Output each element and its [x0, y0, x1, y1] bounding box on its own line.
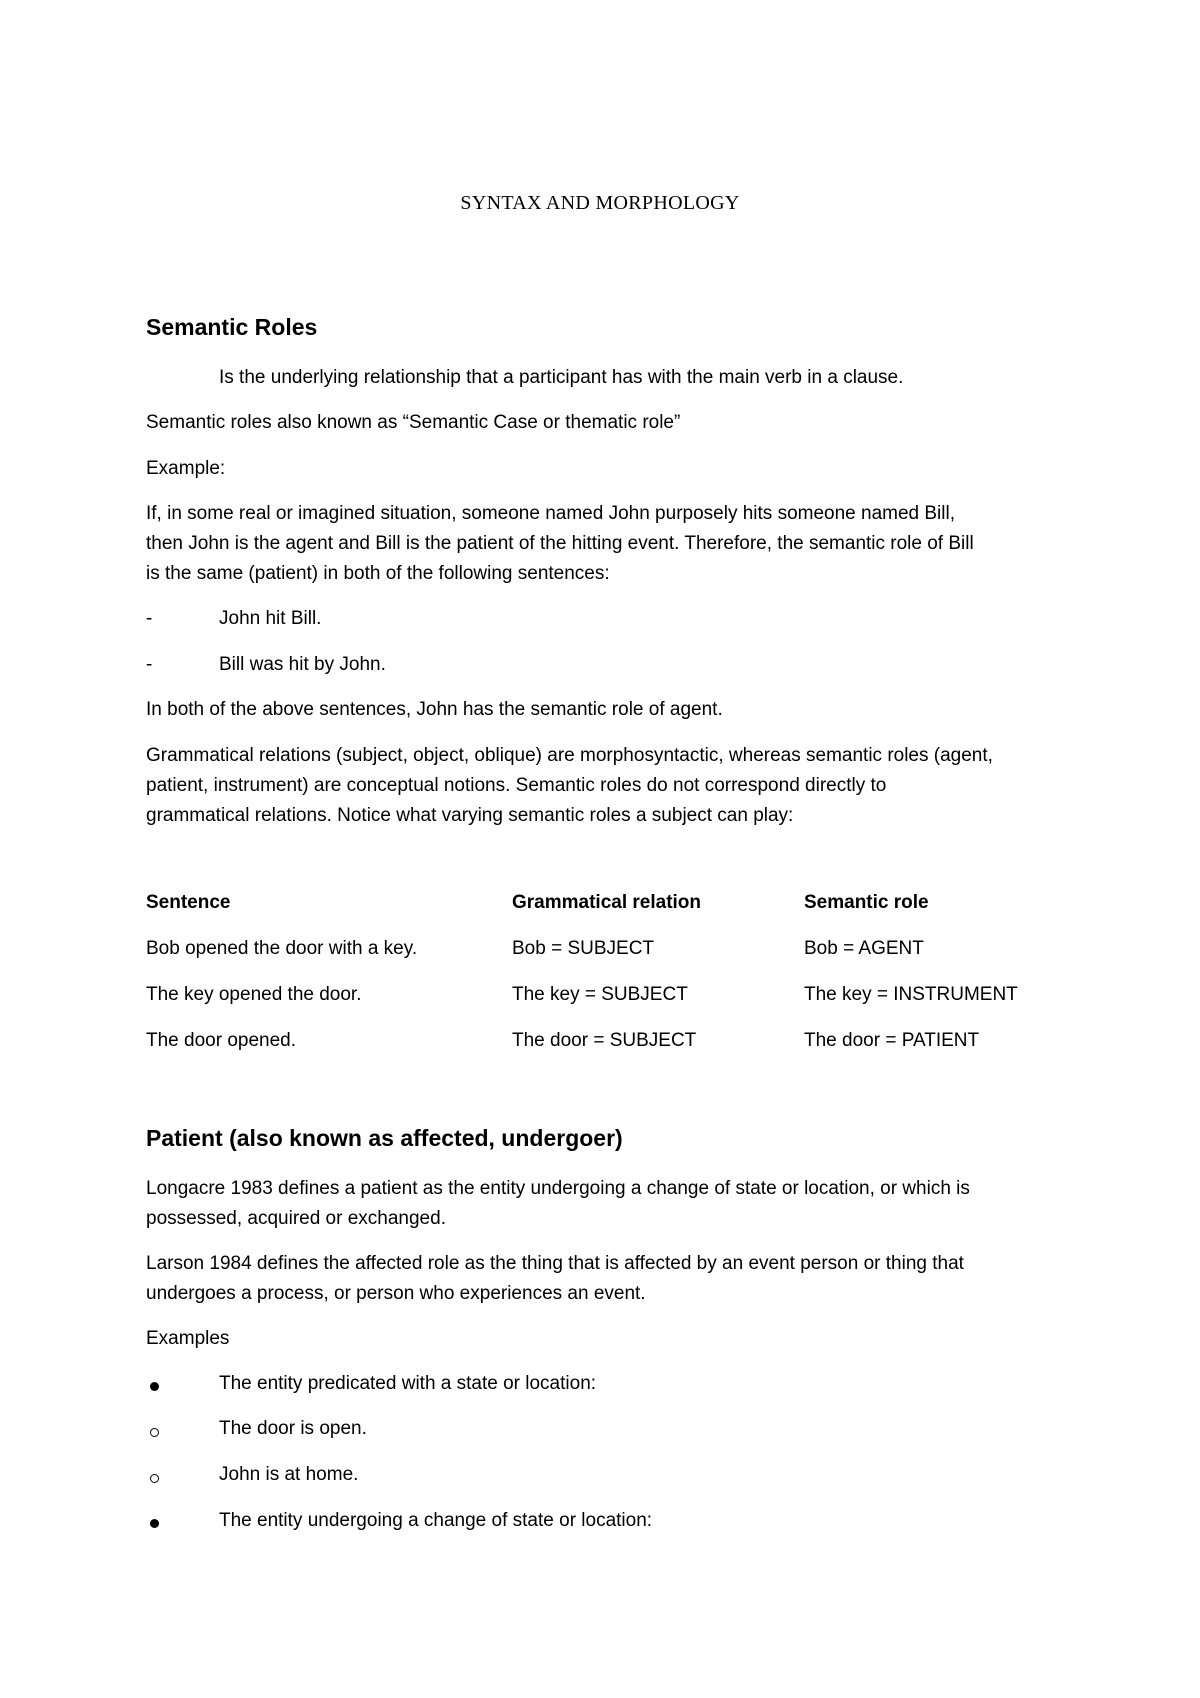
example-paragraph-line: is the same (patient) in both of the following sentences:	[146, 563, 610, 584]
example-paragraph-line: then John is the agent and Bill is the patient of the hitting event. Therefore, the semantic role of Bill	[146, 533, 974, 554]
definition-text: Is the underlying relationship that a participant has with the main verb in a clause.	[219, 367, 904, 388]
table-cell: The door = SUBJECT	[512, 1030, 697, 1051]
table-cell: The key = SUBJECT	[512, 984, 688, 1005]
relations-paragraph-line: Grammatical relations (subject, object, oblique) are morphosyntactic, whereas semantic roles (agent,	[146, 745, 993, 766]
example-paragraph-line: If, in some real or imagined situation, someone named John purposely hits someone named Bill,	[146, 503, 955, 524]
table-cell: Bob = AGENT	[804, 938, 924, 959]
table-cell: Bob = SUBJECT	[512, 938, 655, 959]
aka-text: Semantic roles also known as “Semantic Case or thematic role”	[146, 412, 681, 433]
table-cell: Bob opened the door with a key.	[146, 938, 418, 959]
filled-bullet-icon	[150, 1519, 159, 1528]
table-cell: The door opened.	[146, 1030, 297, 1051]
longacre-definition-line: Longacre 1983 defines a patient as the entity undergoing a change of state or location, or which is	[146, 1178, 970, 1199]
semantic-roles-table	[146, 892, 1096, 1076]
table-header-cell: Semantic role	[804, 892, 929, 913]
bullet-list-item: The door is open.	[219, 1418, 367, 1439]
filled-bullet-icon	[150, 1382, 159, 1391]
table-cell: The door = PATIENT	[804, 1030, 980, 1051]
relations-paragraph-line: grammatical relations. Notice what varying semantic roles a subject can play:	[146, 805, 794, 826]
hollow-bullet-icon	[150, 1428, 159, 1437]
document-title: SYNTAX AND MORPHOLOGY	[460, 192, 740, 214]
bullet-list-item: John is at home.	[219, 1464, 359, 1485]
table-cell: The key = INSTRUMENT	[804, 984, 1018, 1005]
table-header-row	[146, 892, 1096, 938]
example-label: Example:	[146, 458, 226, 479]
dash-marker: -	[146, 654, 153, 675]
section-heading-semantic-roles: Semantic Roles	[146, 314, 318, 340]
relations-paragraph-line: patient, instrument) are conceptual notions. Semantic roles do not correspond directly to	[146, 775, 887, 796]
dash-list-item: John hit Bill.	[219, 608, 322, 629]
bullet-list-item: The entity undergoing a change of state or location:	[219, 1510, 653, 1531]
hollow-bullet-icon	[150, 1474, 159, 1483]
examples-label: Examples	[146, 1328, 230, 1349]
table-header-cell: Sentence	[146, 892, 231, 913]
bullet-list-item: The entity predicated with a state or location:	[219, 1373, 597, 1394]
longacre-definition-line: possessed, acquired or exchanged.	[146, 1208, 446, 1229]
larson-definition-line: undergoes a process, or person who experiences an event.	[146, 1283, 646, 1304]
table-header-cell: Grammatical relation	[512, 892, 702, 913]
agent-note: In both of the above sentences, John has the semantic role of agent.	[146, 699, 723, 720]
larson-definition-line: Larson 1984 defines the affected role as the thing that is affected by an event person or thing that	[146, 1253, 964, 1274]
table-cell: The key opened the door.	[146, 984, 362, 1005]
dash-marker: -	[146, 608, 153, 629]
table-row	[146, 938, 1096, 984]
table-row	[146, 984, 1096, 1030]
dash-list-item: Bill was hit by John.	[219, 654, 386, 675]
section-heading-patient: Patient (also known as affected, undergoer)	[146, 1125, 623, 1151]
table-row	[146, 1030, 1096, 1076]
